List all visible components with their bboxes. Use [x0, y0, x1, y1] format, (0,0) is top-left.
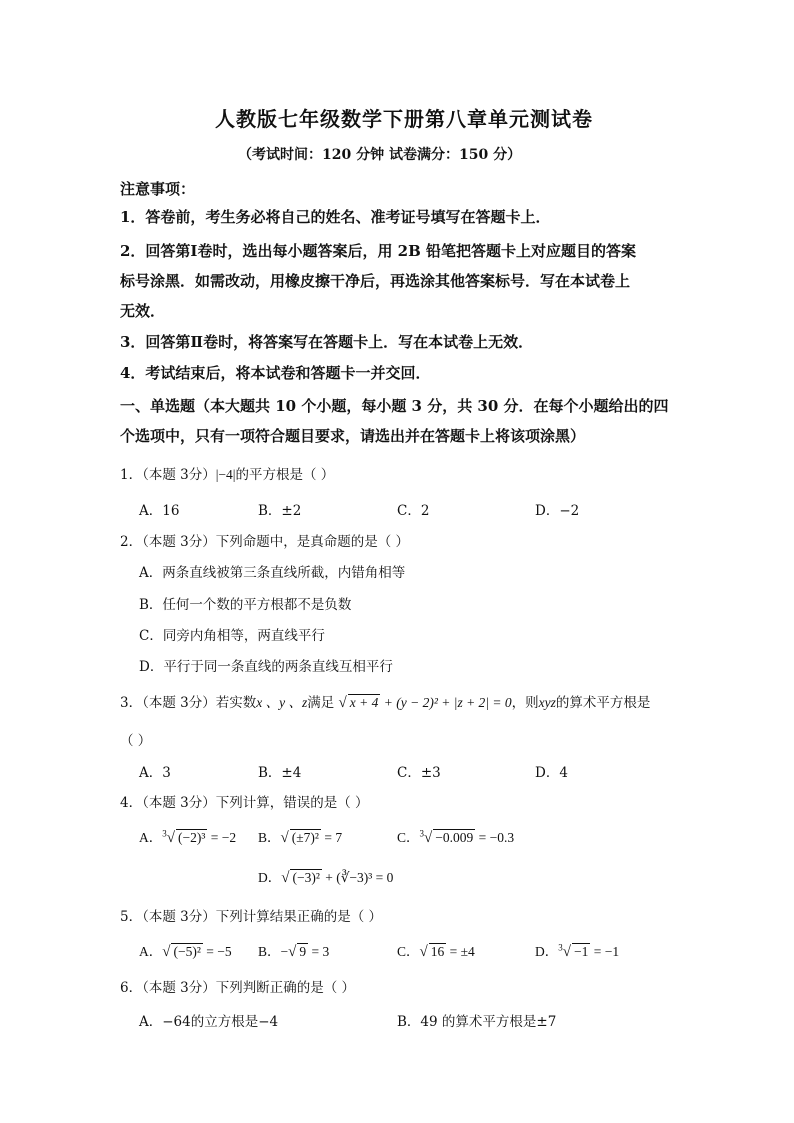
option-label: B．	[258, 830, 281, 845]
product-expression: xyz	[538, 695, 556, 710]
question-suffix: 的平方根是（ ）	[235, 467, 335, 483]
option-label: C．	[397, 944, 420, 959]
radical-sign: √	[280, 830, 289, 846]
radicand: 9	[299, 944, 307, 959]
option-label: A．	[139, 944, 163, 959]
question-6: 6．（本题 3分）下列判断正确的是（ ）	[120, 980, 356, 996]
option: B．任何一个数的平方根都不是负数	[139, 597, 352, 613]
radical-sign: √	[424, 830, 433, 846]
radicand: (±7)²	[291, 830, 319, 845]
option: A．3	[139, 765, 171, 781]
radical-sign: √	[338, 695, 347, 711]
notes-heading: 注意事项：	[120, 180, 196, 198]
abs-expression: |−4|	[215, 467, 236, 482]
radicand: (−3)²	[292, 870, 320, 885]
option	[139, 940, 232, 961]
option	[258, 826, 342, 847]
option-rest: + (∛−3)³ = 0	[321, 870, 394, 885]
option-label: B．	[258, 944, 281, 959]
option-rest: = −1	[590, 944, 620, 959]
option-label: D．	[258, 870, 282, 885]
option: B．49 的算术平方根是±7	[397, 1014, 557, 1030]
radicand: (−5)²	[173, 944, 201, 959]
radical-sign: √	[419, 944, 428, 960]
question-2: 2．（本题 3分）下列命题中，是真命题的是（ ）	[120, 534, 410, 550]
option-rest: = −5	[202, 944, 232, 959]
radicand: x + 4	[349, 695, 379, 710]
option: C．同旁内角相等，两直线平行	[139, 628, 325, 644]
variables: x 、y 、z	[256, 695, 308, 710]
radicand: −0.009	[435, 830, 474, 845]
option: D．平行于同一条直线的两条直线互相平行	[139, 659, 393, 675]
option-label: D．	[535, 944, 559, 959]
note-line: 4．考试结束后，将本试卷和答题卡一并交回．	[120, 364, 431, 382]
radical-sign: √	[562, 944, 571, 960]
question-text: 满足	[307, 695, 335, 711]
question-prefix: 3．（本题 3分）若实数	[120, 695, 257, 711]
root-index: 3	[419, 828, 425, 839]
option-rest: = −2	[207, 830, 237, 845]
question-3	[120, 691, 650, 712]
option: B．±4	[258, 765, 302, 781]
option: A．16	[139, 503, 180, 519]
option-rest: = 7	[320, 830, 343, 845]
answer-paren: （ ）	[120, 733, 152, 749]
section-heading: 一、单选题（本大题共 10 个小题，每小题 3 分，共 30 分．在每个小题给出的四	[120, 397, 669, 415]
option-rest: = 3	[308, 944, 330, 959]
question-4: 4．（本题 3分）下列计算，错误的是（ ）	[120, 795, 369, 811]
option-rest: = ±4	[446, 944, 475, 959]
radical-sign: √	[166, 830, 175, 846]
note-line: 标号涂黑．如需改动，用橡皮擦干净后，再选涂其他答案标号．写在本试卷上	[120, 272, 631, 290]
exam-subtitle: （考试时间：120 分钟 试卷满分：150 分）	[238, 147, 522, 163]
option-label: C．	[397, 830, 420, 845]
option: C．±3	[397, 765, 441, 781]
option: A．−64的立方根是−4	[139, 1014, 279, 1030]
option-label: A．	[139, 830, 163, 845]
option	[397, 826, 514, 847]
radicand: (−2)³	[177, 830, 206, 845]
exam-title: 人教版七年级数学下册第八章单元测试卷	[215, 107, 593, 131]
radical-sign: √	[162, 944, 171, 960]
option: D．−2	[535, 503, 580, 519]
radical-sign: √	[281, 870, 290, 886]
option	[139, 826, 236, 847]
note-line: 2．回答第Ⅰ卷时，选出每小题答案后，用 2B 铅笔把答题卡上对应题目的答案	[120, 242, 637, 260]
radicand: 16	[430, 944, 445, 959]
option	[258, 866, 393, 887]
note-line: 无效．	[120, 302, 166, 320]
root-index: 3	[558, 942, 563, 953]
option	[397, 940, 475, 961]
option: A．两条直线被第三条直线所截，内错角相等	[139, 565, 406, 581]
question-1	[120, 463, 334, 483]
note-line: 3．回答第Ⅱ卷时，将答案写在答题卡上．写在本试卷上无效．	[120, 333, 534, 351]
note-line: 1．答卷前，考生务必将自己的姓名、准考证号填写在答题卡上．	[120, 208, 551, 226]
option: C．2	[397, 503, 430, 519]
equation-rest: + (y − 2)² + |z + 2| = 0	[383, 695, 512, 710]
question-suffix: 的算术平方根是	[555, 695, 651, 711]
question-prefix: 1．（本题 3分）	[120, 467, 216, 483]
question-5: 5．（本题 3分）下列计算结果正确的是（ ）	[120, 909, 383, 925]
option: D．4	[535, 765, 568, 781]
option: B．±2	[258, 503, 302, 519]
root-index: 3	[162, 828, 167, 839]
radical-sign: √	[288, 944, 297, 960]
section-heading: 个选项中，只有一项符合题目要求，请选出并在答题卡上将该项涂黑）	[120, 427, 586, 445]
question-text: ，则	[511, 695, 539, 711]
option	[535, 940, 619, 961]
option-rest: = −0.3	[475, 830, 515, 845]
option-sign: −	[280, 944, 289, 959]
option	[258, 940, 329, 961]
radicand: −1	[573, 944, 589, 959]
equation	[339, 695, 512, 710]
